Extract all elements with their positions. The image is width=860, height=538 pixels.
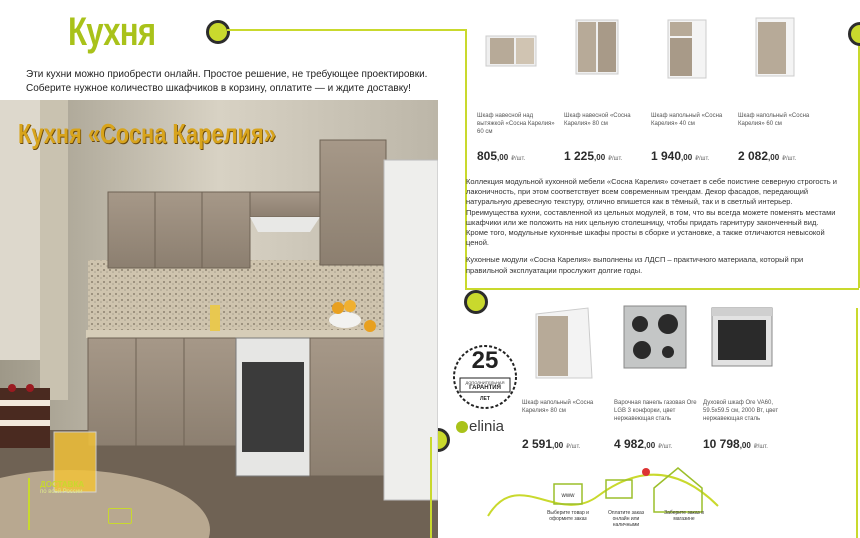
divider (28, 478, 30, 530)
wall-cabinet-image (572, 18, 622, 76)
gas-hob-image (622, 304, 688, 370)
price-kop: ,00 (739, 441, 751, 450)
brand-logo (456, 418, 504, 435)
product-price (614, 437, 672, 451)
price-main: 2 591 (522, 437, 553, 451)
price-unit: ₽/шт. (753, 444, 768, 450)
price-main: 10 798 (703, 437, 740, 451)
delivery-label: ДОСТАВКА (40, 480, 85, 489)
price-unit: ₽/шт. (566, 444, 581, 450)
oven-image (710, 306, 774, 368)
product-name: Духовой шкаф Ore VA60, 59.5х59.5 см, 2000 Вт, цвет нержавеющая сталь (703, 400, 779, 422)
intro-line: Эти кухни можно приобрести онлайн. Простое решение, не требующее проектировки. (26, 69, 428, 80)
description-paragraph: Коллекция модульной кухонной мебели «Сосна Карелия» сочетает в себе поистине северную строгость и лаконичность, при этом соответствует всем современным трендам. Декор фасадов, передающий натуральную древесную текстуру, отлично впишется как в тёмный, так и в светлый интерьер. Преимущества кухни, составленной из цельных модулей, в том, что вы всегда можете поменять местами шкафчики или же положить на них цельную столешницу, чтобы придать гарнитуру законченный вид. Кроме того, модульные кухонные шкафы просты в сборке и установке, а также отличаются невысокой ценой. (466, 177, 837, 248)
intro-text (26, 68, 436, 96)
delivery-sub: по всей России (40, 489, 83, 495)
truck-icon (108, 508, 132, 524)
guarantee-line1: ДОПОЛНИТЕЛЬНАЯ (465, 380, 505, 385)
guarantee-number: 25 (471, 347, 499, 374)
price-main: 1 225 (564, 149, 595, 163)
collection-description (466, 177, 840, 283)
kitchen-photo (0, 100, 438, 538)
divider (227, 29, 467, 31)
order-step: Заберите заказ в магазине (664, 510, 704, 522)
price-unit: ₽/шт. (511, 156, 526, 162)
delivery-badge (40, 480, 84, 495)
product-price (738, 149, 796, 163)
price-main: 4 982 (614, 437, 645, 451)
price-main: 2 082 (738, 149, 769, 163)
price-kop: ,00 (497, 153, 509, 162)
guarantee-line2: ГАРАНТИЯ (469, 385, 501, 391)
decor-circle-icon (464, 290, 488, 314)
product-price (703, 437, 768, 451)
product-name: Шкаф навесной над вытяжкой «Сосна Карелия» 60 см (477, 113, 555, 135)
price-unit: ₽/шт. (782, 156, 797, 162)
decor-circle-icon (848, 22, 860, 46)
description-paragraph: Кухонные модули «Сосна Карелия» выполнены из ЛДСП – практичного материала, который при правильной эксплуатации прослужит долгие годы. (466, 255, 804, 275)
price-kop: ,00 (644, 441, 656, 450)
product-name: Шкаф напольный «Сосна Карелия» 80 см (522, 400, 594, 414)
price-unit: ₽/шт. (608, 156, 623, 162)
floor-cabinet-60-image (752, 16, 798, 78)
brand-name: elinia (469, 418, 505, 435)
svg-text:www: www (561, 493, 575, 499)
price-kop: ,00 (552, 441, 564, 450)
divider (856, 308, 858, 538)
guarantee-line3: ЛЕТ (480, 396, 490, 402)
product-name: Варочная панель газовая Ore LGB 3 конфорки, цвет нержавеющая сталь (614, 400, 697, 422)
kitchen-title: Кухня «Сосна Карелия» (18, 118, 276, 149)
price-main: 1 940 (651, 149, 682, 163)
product-price (522, 437, 580, 451)
product-name: Шкаф напольный «Сосна Карелия» 60 см (738, 113, 810, 127)
price-kop: ,00 (681, 153, 693, 162)
decor-circle-icon (206, 20, 230, 44)
price-main: 805 (477, 149, 498, 163)
order-step: Выберите товар и оформите заказ (547, 510, 589, 522)
guarantee-badge (450, 342, 520, 412)
divider (430, 437, 432, 538)
price-unit: ₽/шт. (695, 156, 710, 162)
product-price (651, 149, 709, 163)
cabinet-hood-image (484, 26, 540, 68)
intro-line: Соберите нужное количество шкафчиков в корзину, оплатите — и ждите доставку! (26, 83, 411, 94)
price-kop: ,00 (594, 153, 606, 162)
product-price (477, 149, 525, 163)
order-step: Оплатите заказ онлайн или наличными (607, 510, 645, 528)
brand-mark-icon (456, 421, 468, 433)
divider (465, 288, 859, 290)
price-unit: ₽/шт. (658, 444, 673, 450)
floor-cabinet-80-image (528, 304, 598, 380)
product-price (564, 149, 622, 163)
page-title: Кухня (68, 10, 156, 54)
floor-cabinet-40-image (664, 18, 710, 80)
price-kop: ,00 (768, 153, 780, 162)
kitchen-illustration (0, 100, 438, 538)
product-name: Шкаф напольный «Сосна Карелия» 40 см (651, 113, 723, 127)
product-name: Шкаф навесной «Сосна Карелия» 80 см (564, 113, 631, 127)
